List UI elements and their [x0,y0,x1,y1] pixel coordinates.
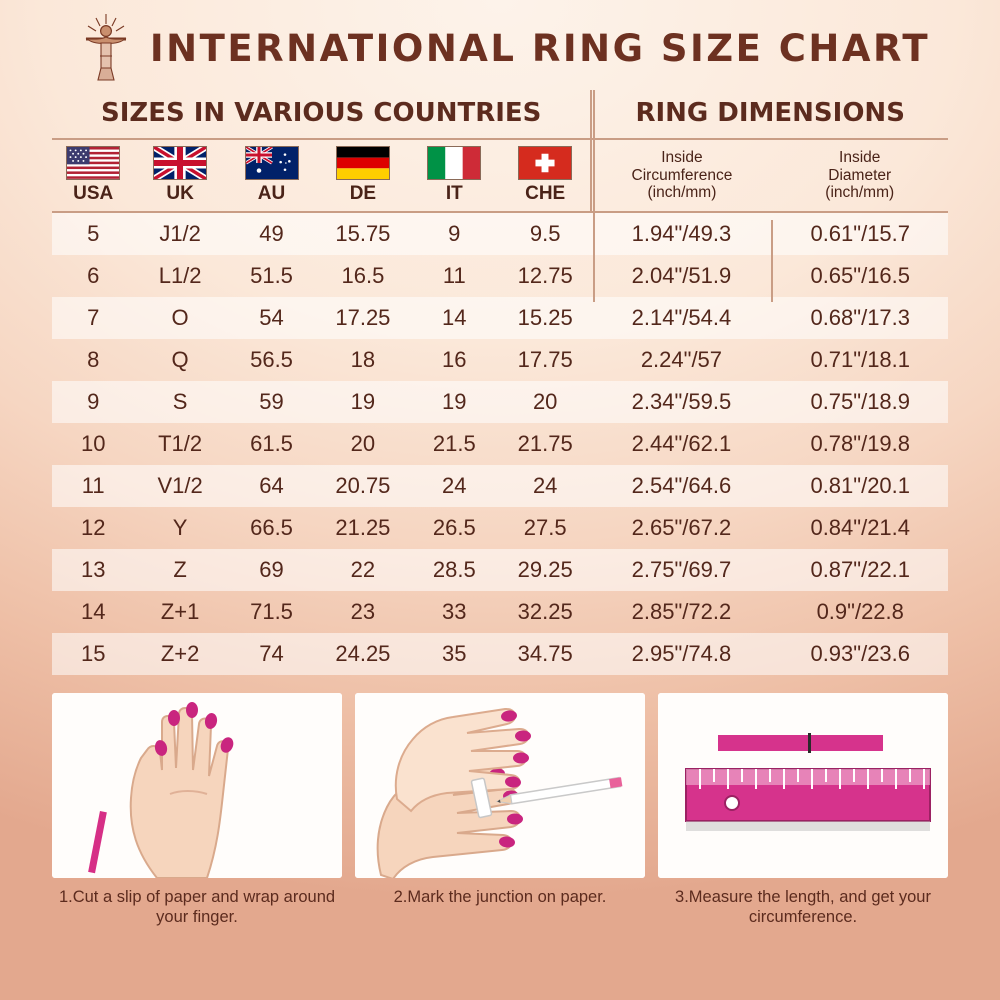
table-row [52,549,948,591]
column-header-inside-diameter [771,140,948,212]
cell-usa: 8 [87,347,100,372]
cell-de: 21.25 [335,515,391,540]
cell-che: 20 [500,381,591,423]
cell-che: 24 [500,465,591,507]
column-label-de: DE [349,183,377,204]
cell-au: 64 [226,465,317,507]
cell-it: 11 [442,263,466,288]
cell-de: 24.25 [317,633,408,675]
us-flag-icon [66,146,120,180]
step-3-caption: 3.Measure the length, and get your circumference. [675,888,931,927]
cell-che: 34.75 [500,633,591,675]
table-row [52,339,948,381]
instruction-steps [52,693,948,928]
table-row [52,465,948,507]
cell-circumference: 2.95"/74.8 [591,633,771,675]
cell-de: 20 [350,431,376,456]
table-row [52,381,948,423]
ch-flag-icon [518,146,572,180]
table-row [52,212,948,255]
cell-au: 56.5 [250,347,293,372]
cell-uk: Z+1 [160,599,200,624]
cell-de: 22 [317,549,408,591]
cell-au: 69 [226,549,317,591]
dia-line-1: Inside [839,149,881,167]
table-row [52,507,948,549]
cell-uk: S [134,381,225,423]
cell-it: 14 [409,297,500,339]
cell-usa: 5 [52,212,134,255]
circ-line-2: Circumference [631,166,733,184]
cell-de: 16.5 [341,263,385,288]
cell-uk: Z+2 [134,633,225,675]
group-header-countries: SIZES IN VARIOUS COUNTRIES [100,98,542,128]
cell-de: 18 [350,347,376,372]
cell-au: 74 [226,633,317,675]
cell-usa: 9 [52,381,134,423]
cell-usa: 6 [87,263,100,288]
cell-usa: 14 [80,599,106,624]
cell-circumference: 2.24"/57 [640,347,723,372]
circ-line-3: (inch/mm) [647,184,717,202]
cell-uk: Y [172,515,188,540]
cell-diameter: 0.93"/23.6 [771,633,948,675]
de-flag-icon [336,146,390,180]
cell-usa: 11 [52,465,134,507]
cell-uk: O [134,297,225,339]
cell-uk: V1/2 [134,465,225,507]
cell-diameter: 0.68"/17.3 [771,297,948,339]
cell-uk: J1/2 [134,212,225,255]
cell-au: 49 [226,212,317,255]
cell-circumference: 2.14"/54.4 [591,297,771,339]
table-vertical-divider [593,90,595,302]
column-header-au [226,140,317,212]
cell-de: 23 [350,599,376,624]
table-row [52,297,948,339]
column-header-it [409,140,500,212]
au-flag-icon [245,146,299,180]
uk-flag-icon [153,146,207,180]
column-label-uk: UK [166,183,194,204]
crucifix-christ-icon [70,12,142,84]
page-header [0,0,1000,90]
dimension-columns-divider [771,220,773,302]
step-2 [355,693,645,928]
cell-diameter: 0.71"/18.1 [810,347,911,372]
cell-de: 17.25 [317,297,408,339]
cell-uk: Q [171,347,189,372]
cell-circumference: 2.04"/51.9 [631,263,732,288]
cell-au: 66.5 [250,515,293,540]
circ-line-1: Inside [661,149,703,167]
cell-circumference: 2.44"/62.1 [631,431,732,456]
cell-uk: Z [134,549,225,591]
cell-de: 20.75 [317,465,408,507]
cell-diameter: 0.61"/15.7 [771,212,948,255]
cell-usa: 12 [80,515,106,540]
cell-au: 71.5 [250,599,293,624]
cell-diameter: 0.87"/22.1 [771,549,948,591]
cell-diameter: 0.75"/18.9 [771,381,948,423]
cell-it: 35 [409,633,500,675]
cell-circumference: 2.75"/69.7 [591,549,771,591]
cell-usa: 7 [52,297,134,339]
dia-line-3: (inch/mm) [825,184,895,202]
page-title: INTERNATIONAL RING SIZE CHART [149,26,931,70]
column-label-au: AU [257,183,286,204]
cell-che: 9.5 [500,212,591,255]
cell-au: 54 [226,297,317,339]
cell-usa: 13 [52,549,134,591]
cell-circumference: 2.65"/67.2 [631,515,732,540]
cell-circumference: 2.54"/64.6 [591,465,771,507]
table-row [52,255,948,297]
cell-che: 29.25 [500,549,591,591]
cell-it: 28.5 [409,549,500,591]
step-1 [52,693,342,928]
table-row [52,423,948,465]
size-table-container [52,90,948,675]
cell-che: 15.25 [500,297,591,339]
cell-de: 15.75 [317,212,408,255]
cell-che: 21.75 [517,431,573,456]
column-header-usa [52,140,134,212]
table-row [52,591,948,633]
table-group-header-row [52,90,948,138]
cell-circumference: 2.85"/72.2 [631,599,732,624]
cell-au: 59 [226,381,317,423]
hands-marking-paper-icon [355,693,645,878]
cell-circumference: 1.94"/49.3 [591,212,771,255]
cell-uk: T1/2 [158,431,203,456]
hand-with-paper-strip-icon [52,693,342,878]
cell-it: 16 [442,347,467,372]
column-label-it: IT [445,183,463,204]
cell-che: 32.25 [517,599,573,624]
table-row [52,633,948,675]
cell-diameter: 0.78"/19.8 [810,431,911,456]
cell-it: 33 [442,599,467,624]
cell-circumference: 2.34"/59.5 [591,381,771,423]
step-3 [658,693,948,928]
column-label-usa: USA [73,183,114,204]
it-flag-icon [427,146,481,180]
table-column-header-row [52,140,948,212]
ruler-measuring-icon [658,693,948,878]
cell-it: 19 [409,381,500,423]
cell-uk: L1/2 [158,263,202,288]
step-1-caption: 1.Cut a slip of paper and wrap around your finger. [58,888,336,927]
step-2-caption: 2.Mark the junction on paper. [393,888,607,906]
dia-line-2: Diameter [828,166,892,184]
cell-che: 17.75 [517,347,573,372]
cell-it: 21.5 [432,431,476,456]
cell-diameter: 0.81"/20.1 [771,465,948,507]
cell-it: 26.5 [432,515,476,540]
cell-au: 51.5 [250,263,293,288]
group-header-dimensions: RING DIMENSIONS [591,90,948,138]
ring-size-table [52,90,948,675]
cell-de: 19 [317,381,408,423]
cell-diameter: 0.84"/21.4 [810,515,911,540]
column-header-uk [134,140,225,212]
column-header-che [500,140,591,212]
cell-diameter: 0.65"/16.5 [810,263,911,288]
column-label-che: CHE [525,183,566,204]
cell-che: 27.5 [523,515,567,540]
cell-it: 9 [409,212,500,255]
cell-it: 24 [409,465,500,507]
table-body [52,212,948,675]
column-header-inside-circumference [591,140,771,212]
cell-au: 61.5 [250,431,293,456]
cell-che: 12.75 [517,263,573,288]
cell-usa: 10 [80,431,106,456]
column-header-de [317,140,408,212]
cell-diameter: 0.9"/22.8 [816,599,904,624]
cell-usa: 15 [52,633,134,675]
